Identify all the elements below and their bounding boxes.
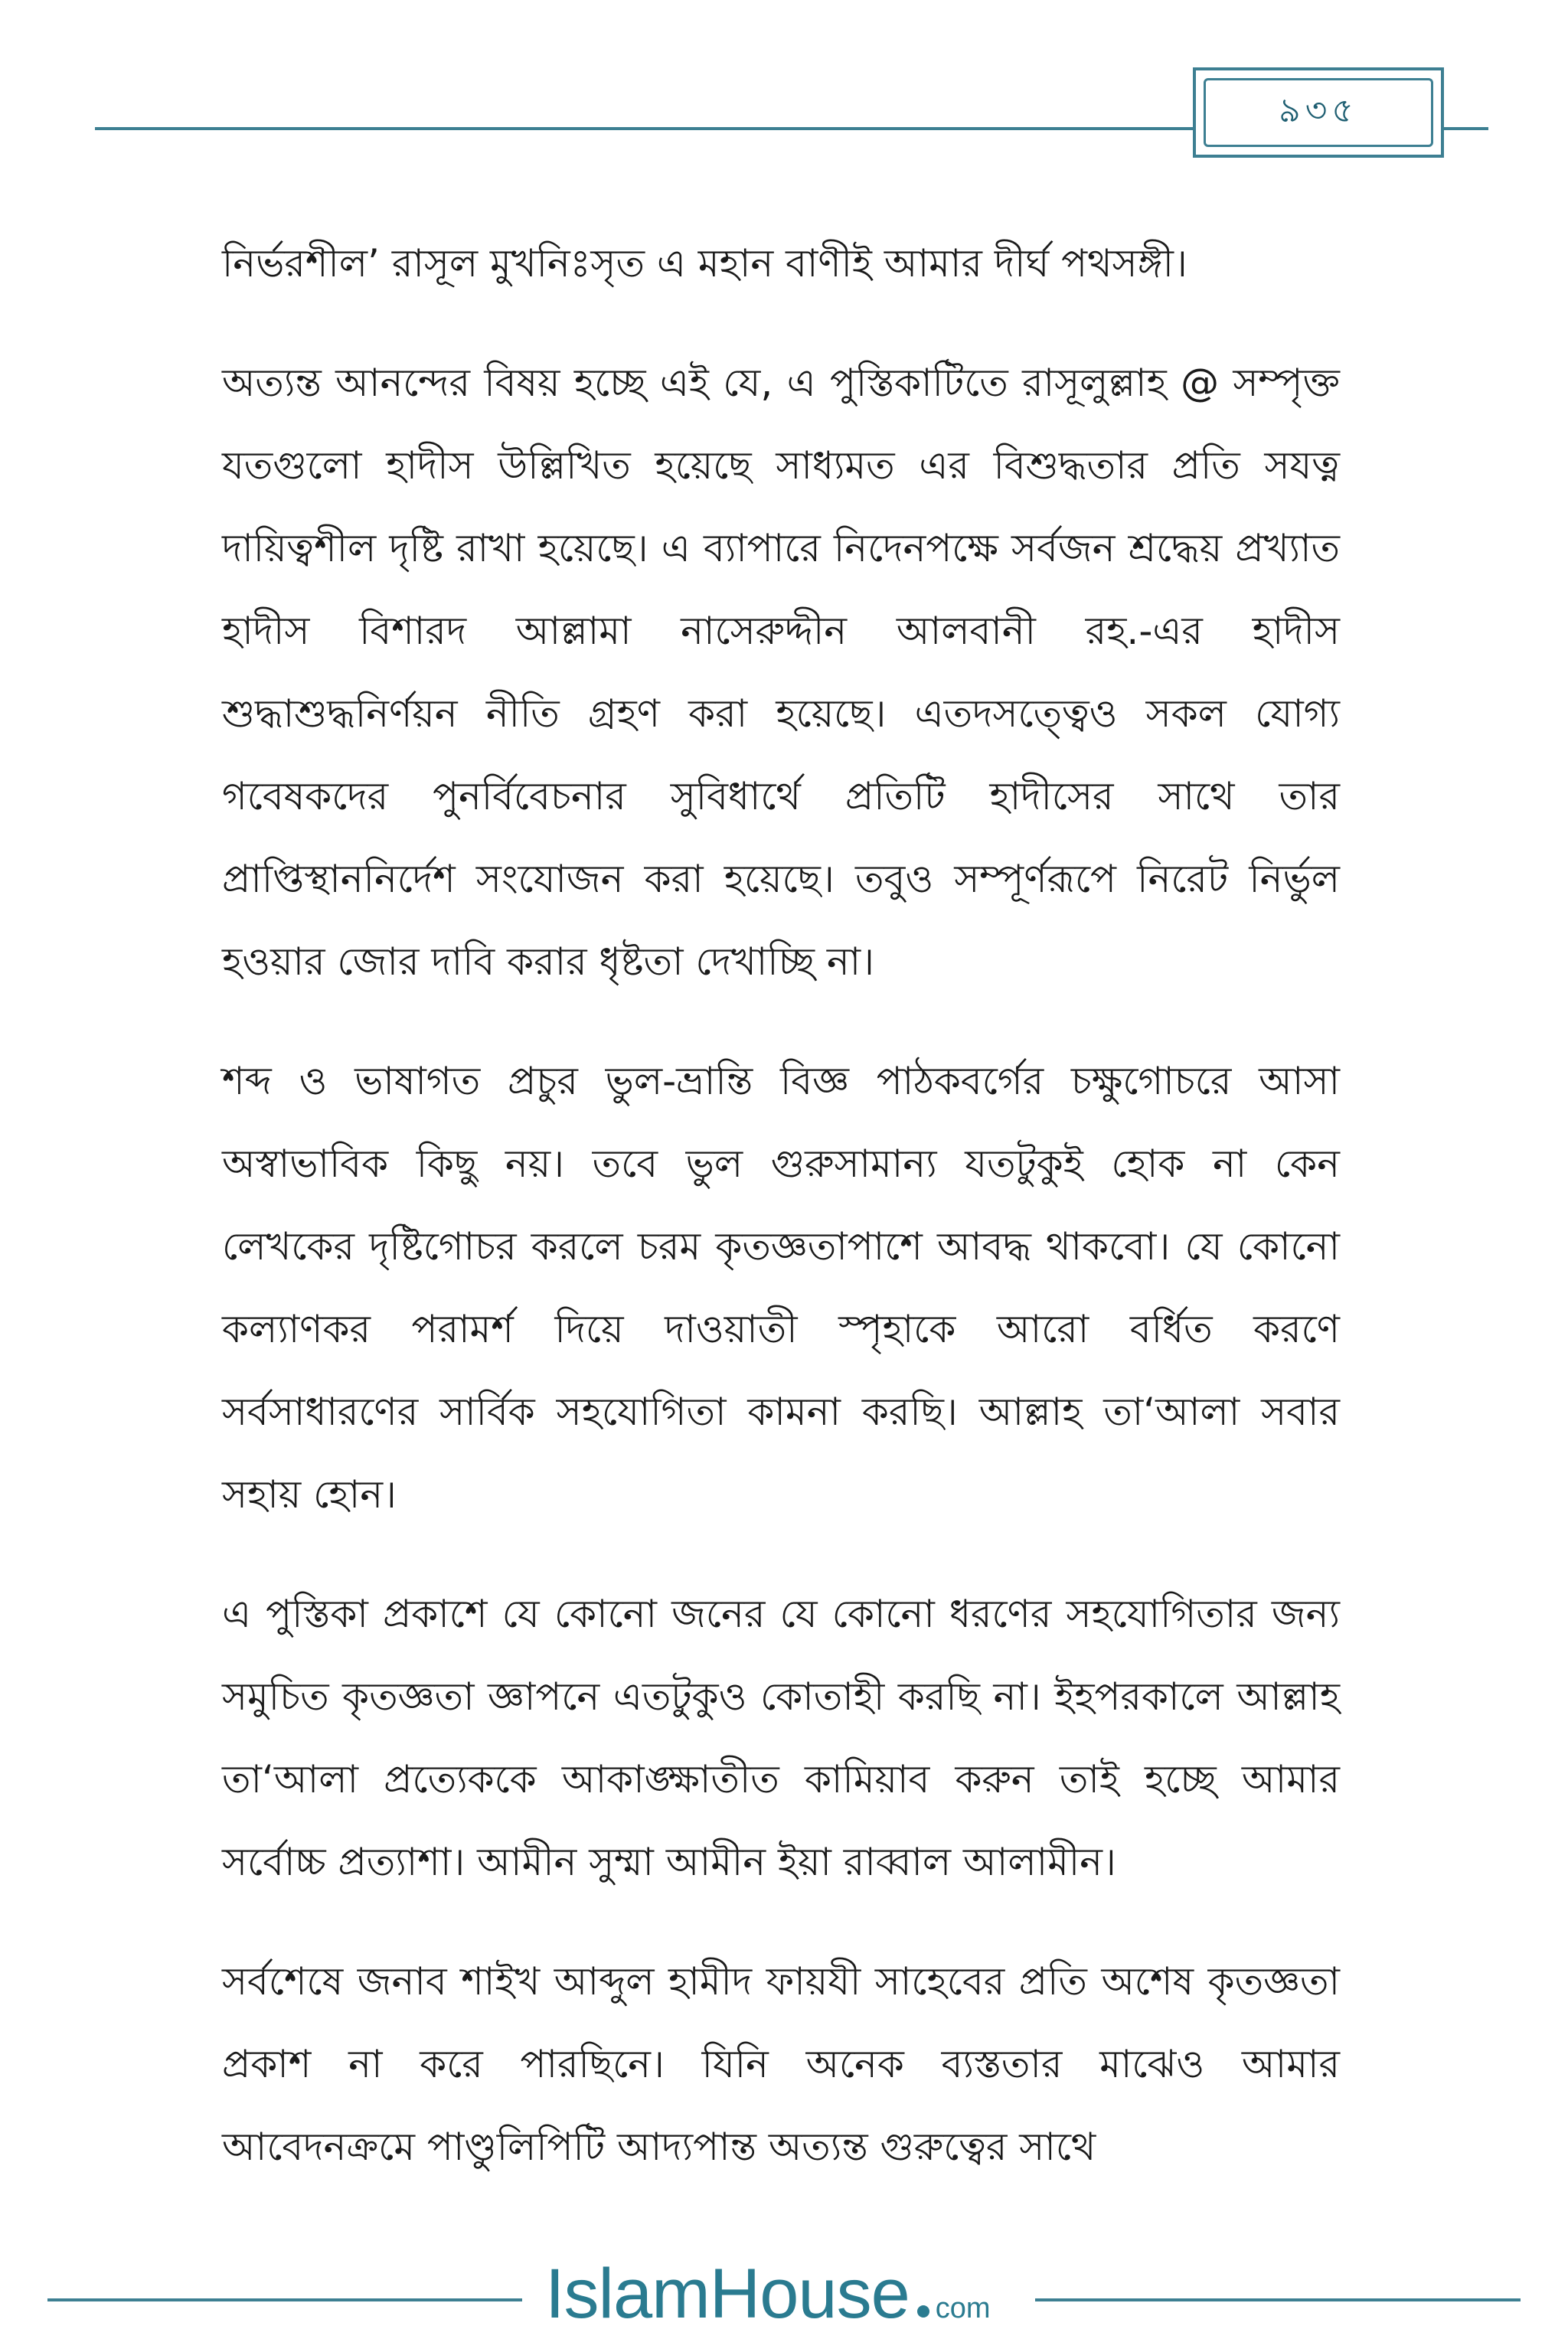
logo-tld: com (935, 2292, 991, 2324)
footer-rule-right (1035, 2298, 1521, 2301)
paragraph-2: অত্যন্ত আনন্দের বিষয় হচ্ছে এই যে, এ পুস্তিকাটিতে রাসূলুল্লাহ @ সম্পৃক্ত যতগুলো হাদীস উল্লিখিত হয়েছে সাধ্যমত এর বিশুদ্ধতার প্রতি সযত্ন দায়িত্বশীল দৃষ্টি রাখা হয়েছে। এ ব্যাপারে নিদেনপক্ষে সর্বজন শ্রদ্ধেয় প্রখ্যাত হাদীস বিশারদ আল্লামা নাসেরুদ্দীন আলবানী রহ.-এর হাদীস শুদ্ধাশুদ্ধনির্ণয়ন নীতি গ্রহণ করা হয়েছে। এতদসত্ত্বেও সকল যোগ্য গবেষকদের পুনর্বিবেচনার সুবিধার্থে প্রতিটি হাদীসের সাথে তার প্রাপ্তিস্থাননির্দেশ সংযোজন করা হয়েছে। তবুও সম্পূর্ণরূপে নিরেট নির্ভুল হওয়ার জোর দাবি করার ধৃষ্টতা দেখাচ্ছি না। (222, 361, 1340, 984)
paragraph-5: সর্বশেষে জনাব শাইখ আব্দুল হামীদ ফায়যী সাহেবের প্রতি অশেষ কৃতজ্ঞতা প্রকাশ না করে পারছিনে। যিনি অনেক ব্যস্ততার মাঝেও আমার আবেদনক্রমে পাণ্ডুলিপিটি আদ্যপান্ত অত্যন্ত গুরুত্বের সাথে (222, 1959, 1340, 2169)
paragraph-1: নির্ভরশীল’ রাসূল মুখনিঃসৃত এ মহান বাণীই আমার দীর্ঘ পথসঙ্গী। (222, 241, 1187, 286)
page-number: ৯৩৫ (1279, 90, 1358, 130)
paragraph-4: এ পুস্তিকা প্রকাশে যে কোনো জনের যে কোনো ধরণের সহযোগিতার জন্য সমুচিত কৃতজ্ঞতা জ্ঞাপনে এতটুকুও কোতাহী করছি না। ইহপরকালে আল্লাহ তা‘আলা প্রত্যেককে আকাঙ্ক্ষাতীত কামিয়াব করুন তাই হচ্ছে আমার সর্বোচ্চ প্রত্যাশা। আমীন সুম্মা আমীন ইয়া রাব্বাল আলামীন। (222, 1592, 1340, 1884)
islamhouse-logo (545, 2254, 1035, 2338)
page-number-inner-frame (1204, 78, 1433, 147)
footer-rule-left (47, 2298, 522, 2301)
page-number-frame (1193, 67, 1444, 158)
logo-dot-icon (917, 2305, 929, 2318)
page-body (222, 222, 1340, 2225)
logo-name: IslamHouse (545, 2255, 910, 2333)
paragraph-3: শব্দ ও ভাষাগত প্রচুর ভুল-ভ্রান্তি বিজ্ঞ পাঠকবর্গের চক্ষুগোচরে আসা অস্বাভাবিক কিছু নয়। তবে ভুল গুরুসামান্য যতটুকুই হোক না কেন লেখকের দৃষ্টিগোচর করলে চরম কৃতজ্ঞতাপাশে আবদ্ধ থাকবো। যে কোনো কল্যাণকর পরামর্শ দিয়ে দাওয়াতী স্পৃহাকে আরো বর্ধিত করণে সর্বসাধারণের সার্বিক সহযোগিতা কামনা করছি। আল্লাহ তা‘আলা সবার সহায় হোন। (222, 1059, 1340, 1517)
